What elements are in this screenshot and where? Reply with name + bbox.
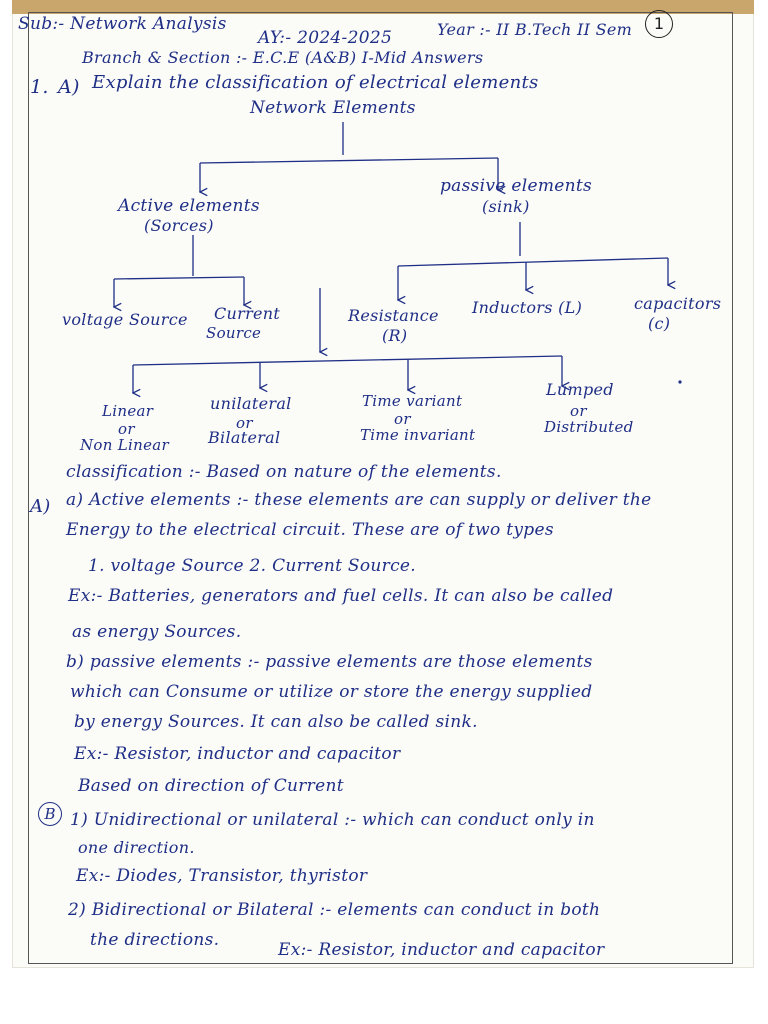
tree-unilateral-2: or	[236, 414, 253, 432]
tree-inductors: Inductors (L)	[472, 298, 583, 317]
tree-unilateral-3: Bilateral	[208, 428, 281, 447]
answer-line-12: 1) Unidirectional or unilateral :- which can conduct only in	[70, 810, 595, 830]
tree-linear-1: Linear	[102, 402, 154, 420]
tree-active-sub: (Sorces)	[144, 216, 214, 235]
answer-line-5: Ex:- Batteries, generators and fuel cells. It can also be called	[68, 586, 614, 606]
tree-time-2: or	[394, 410, 411, 428]
subject-label: Sub:- Network Analysis	[18, 14, 227, 34]
tree-resistance-2: (R)	[382, 326, 408, 345]
answer-line-16: the directions.	[90, 930, 220, 950]
tree-lumped-2: or	[570, 402, 587, 420]
answer-line-17: Ex:- Resistor, inductor and capacitor	[278, 940, 605, 960]
answer-line-4: 1. voltage Source 2. Current Source.	[88, 556, 416, 576]
answer-line-6: as energy Sources.	[72, 622, 242, 642]
tree-capacitors-2: (c)	[648, 314, 671, 333]
tree-lumped-3: Distributed	[544, 418, 634, 436]
answer-line-11: Based on direction of Current	[78, 776, 344, 796]
answer-line-1: classification :- Based on nature of the elements.	[66, 462, 502, 482]
answer-marker-a: A)	[30, 496, 51, 517]
tree-current-source-2: Source	[206, 324, 262, 342]
tree-voltage-source: voltage Source	[62, 310, 188, 329]
page-number-badge: 1	[645, 10, 673, 38]
tree-current-source-1: Current	[214, 304, 281, 323]
tree-linear-2: or	[118, 420, 135, 438]
tree-time-3: Time invariant	[360, 426, 476, 444]
tree-passive: passive elements	[440, 176, 593, 196]
tree-capacitors-1: capacitors	[634, 294, 722, 313]
answer-line-2: a) Active elements :- these elements are can supply or deliver the	[66, 490, 652, 510]
answer-marker-b: B	[38, 802, 62, 826]
answer-line-14: Ex:- Diodes, Transistor, thyristor	[76, 866, 368, 886]
answer-line-9: by energy Sources. It can also be called sink.	[74, 712, 478, 732]
tree-resistance-1: Resistance	[348, 306, 439, 325]
question-number: 1.	[30, 76, 49, 98]
answer-line-13: one direction.	[78, 838, 195, 857]
tree-linear-3: Non Linear	[80, 436, 169, 454]
answer-line-3: Energy to the electrical circuit. These are of two types	[66, 520, 554, 540]
answer-line-7: b) passive elements :- passive elements are those elements	[66, 652, 593, 672]
question-text: Explain the classification of electrical elements	[92, 72, 539, 93]
tree-unilateral-1: unilateral	[210, 394, 292, 413]
answer-line-8: which can Consume or utilize or store the energy supplied	[70, 682, 593, 702]
tree-root: Network Elements	[250, 98, 416, 118]
year-label: Year :- II B.Tech II Sem	[437, 20, 633, 39]
tree-active: Active elements	[118, 196, 260, 216]
branch-label: Branch & Section :- E.C.E (A&B) I-Mid Answers	[82, 48, 484, 67]
tree-lumped-1: Lumped	[546, 380, 614, 399]
answer-line-10: Ex:- Resistor, inductor and capacitor	[74, 744, 401, 764]
academic-year: AY:- 2024-2025	[258, 28, 393, 48]
question-label: A)	[58, 76, 80, 98]
answer-line-15: 2) Bidirectional or Bilateral :- elements can conduct in both	[68, 900, 601, 920]
tree-time-1: Time variant	[362, 392, 463, 410]
tree-passive-sub: (sink)	[482, 197, 530, 216]
